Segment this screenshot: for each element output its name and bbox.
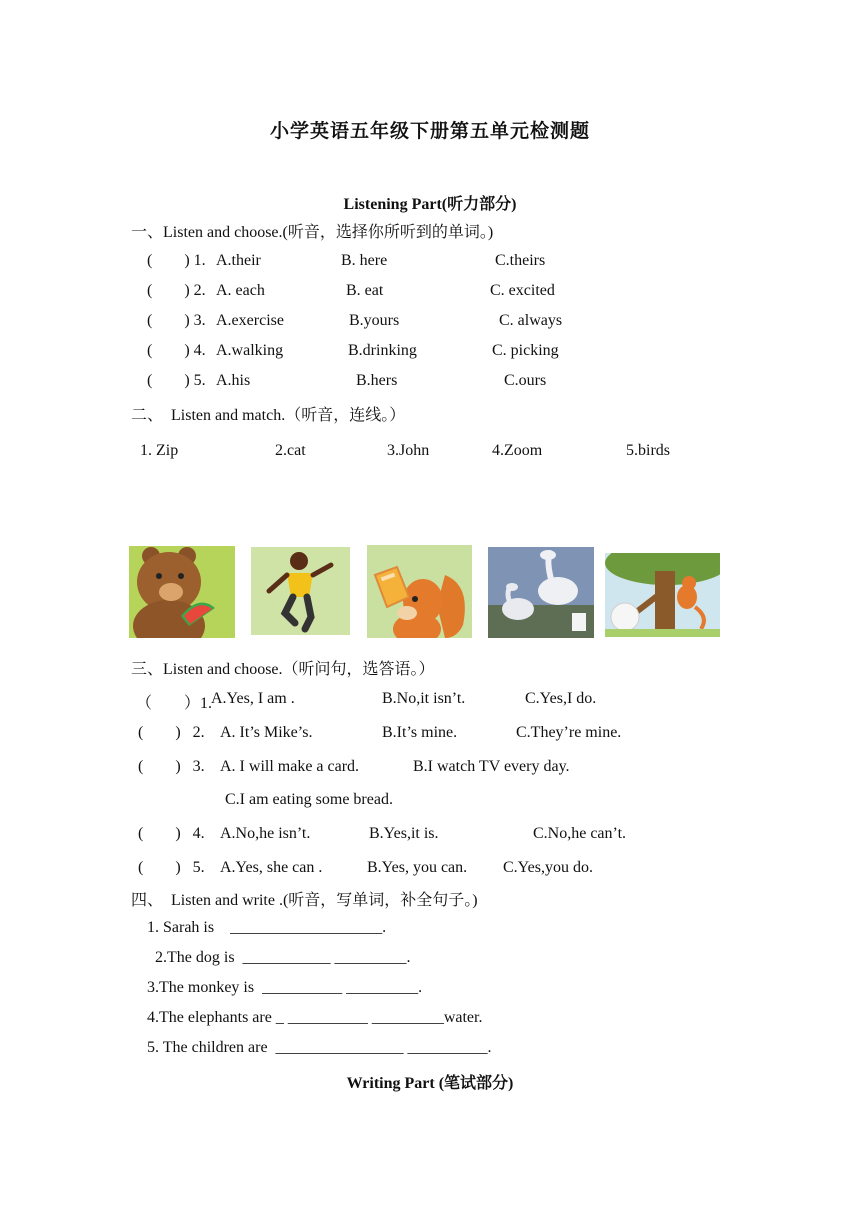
match-name: 3.John bbox=[387, 442, 430, 459]
item-number: ( ) 4. bbox=[138, 825, 205, 842]
fill-in-line: 1. Sarah is ___________________. bbox=[147, 919, 387, 936]
fill-in-line: 3.The monkey is __________ _________. bbox=[147, 979, 423, 996]
fill-in-line: 5. The children are ________________ __________. bbox=[147, 1039, 492, 1056]
page-title: 小学英语五年级下册第五单元检测题 bbox=[269, 121, 590, 142]
option-c: C.No,he can’t. bbox=[533, 825, 627, 842]
option-a: A. each bbox=[216, 282, 265, 299]
option-b: B.It’s mine. bbox=[382, 724, 458, 741]
option-a: A.No,he isn’t. bbox=[220, 825, 311, 842]
option-c: C.ours bbox=[504, 372, 547, 389]
option-a: A.Yes, she can . bbox=[220, 859, 323, 876]
fill-in-line: 4.The elephants are _ __________ _________water. bbox=[147, 1009, 483, 1026]
white-birds-picture bbox=[488, 547, 594, 638]
option-c: C.I am eating some bread. bbox=[225, 791, 393, 808]
option-a: A.his bbox=[216, 372, 251, 389]
match-name: 4.Zoom bbox=[492, 442, 543, 459]
fill-in-line: 2.The dog is ___________ _________. bbox=[155, 949, 411, 966]
option-b: B. here bbox=[341, 252, 388, 269]
option-a: A.walking bbox=[216, 342, 284, 359]
section3-heading: 三、Listen and choose.（听问句，选答语。） bbox=[131, 661, 435, 678]
option-b: B.No,it isn’t. bbox=[382, 690, 466, 707]
item-number: ( ) 5. bbox=[147, 372, 206, 389]
option-c: C.theirs bbox=[495, 252, 546, 269]
section2-heading: 二、 Listen and match.（听音，连线。） bbox=[131, 407, 406, 424]
option-a: A. It’s Mike’s. bbox=[220, 724, 313, 741]
cat-in-tree-picture bbox=[605, 553, 720, 637]
match-name: 5.birds bbox=[626, 442, 670, 459]
option-b: B.I watch TV every day. bbox=[413, 758, 570, 775]
bear-picture bbox=[129, 546, 235, 638]
squirrel-drinking-picture bbox=[367, 545, 472, 638]
option-a: A.Yes, I am . bbox=[211, 690, 295, 707]
option-b: B.Yes,it is. bbox=[369, 825, 439, 842]
section1-heading: 一、Listen and choose.(听音，选择你所听到的单词。) bbox=[131, 224, 494, 241]
match-name: 2.cat bbox=[275, 442, 306, 459]
listening-heading: Listening Part(听力部分) bbox=[343, 196, 517, 213]
item-number: ( ) 3. bbox=[138, 758, 205, 775]
section4-heading: 四、 Listen and write .(听音，写单词，补全句子。) bbox=[131, 892, 478, 909]
option-c: C. excited bbox=[490, 282, 555, 299]
option-c: C.Yes,I do. bbox=[525, 690, 597, 707]
option-b: B.Yes, you can. bbox=[367, 859, 468, 876]
item-number: （ ）1. bbox=[136, 695, 213, 712]
match-name: 1. Zip bbox=[140, 442, 179, 459]
item-number: ( ) 3. bbox=[147, 312, 206, 329]
option-a: A.their bbox=[216, 252, 261, 269]
option-c: C. always bbox=[499, 312, 563, 329]
option-b: B.yours bbox=[349, 312, 400, 329]
item-number: ( ) 2. bbox=[138, 724, 205, 741]
option-c: C.Yes,you do. bbox=[503, 859, 593, 876]
option-b: B.hers bbox=[356, 372, 398, 389]
boy-dancing-picture bbox=[251, 547, 350, 635]
option-b: B. eat bbox=[346, 282, 384, 299]
option-c: C.They’re mine. bbox=[516, 724, 622, 741]
item-number: ( ) 1. bbox=[147, 252, 206, 269]
item-number: ( ) 2. bbox=[147, 282, 206, 299]
option-c: C. picking bbox=[492, 342, 559, 359]
item-number: ( ) 4. bbox=[147, 342, 206, 359]
option-a: A.exercise bbox=[216, 312, 284, 329]
option-b: B.drinking bbox=[348, 342, 417, 359]
writing-heading: Writing Part (笔试部分) bbox=[346, 1075, 514, 1092]
item-number: ( ) 5. bbox=[138, 859, 205, 876]
option-a: A. I will make a card. bbox=[220, 758, 360, 775]
